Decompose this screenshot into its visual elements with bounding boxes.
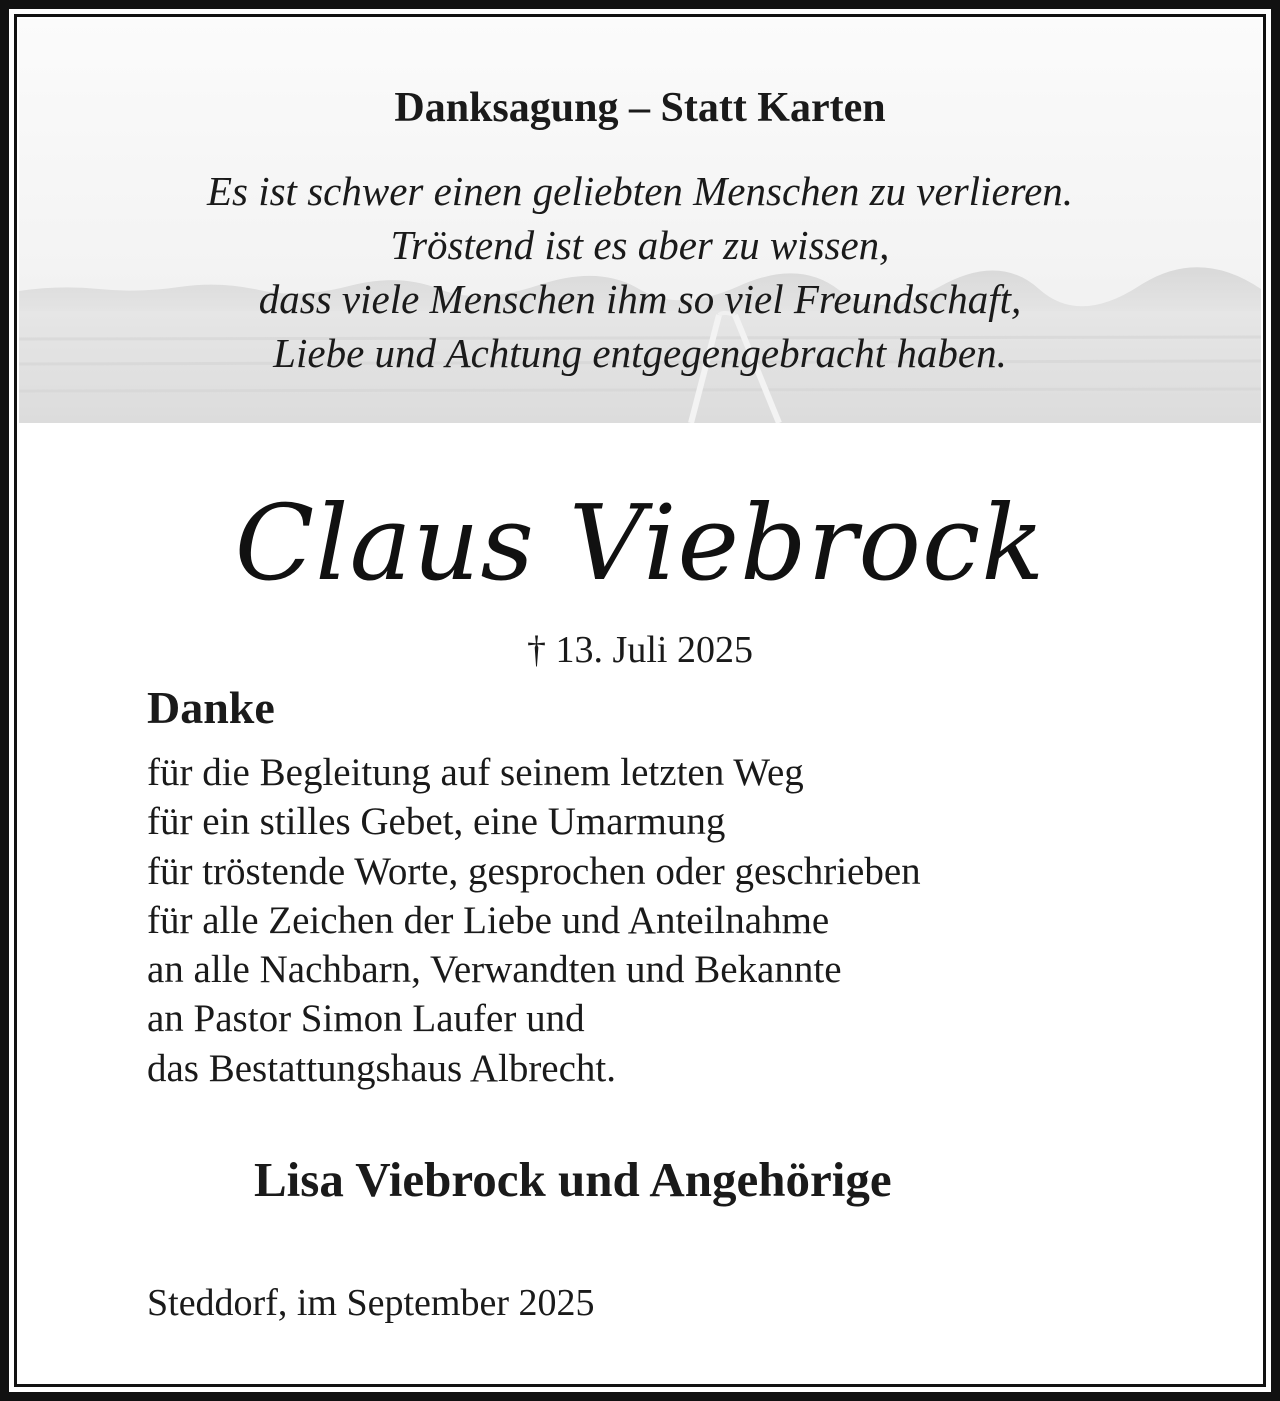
- thanks-line: an Pastor Simon Laufer und: [147, 997, 585, 1041]
- thanks-line: für tröstende Worte, gesprochen oder geschrieben: [147, 849, 921, 893]
- thanks-title: Danke: [147, 682, 275, 733]
- poem-line: Es ist schwer einen geliebten Menschen zu verlieren.: [206, 168, 1074, 214]
- thanks-line: für die Begleitung auf seinem letzten Weg: [147, 751, 804, 794]
- signature: Lisa Viebrock und Angehörige: [254, 1152, 892, 1207]
- thanks-list: [147, 748, 921, 1093]
- thanks-line: an alle Nachbarn, Verwandten und Bekannte: [147, 948, 842, 992]
- notice-heading: Danksagung – Statt Karten: [394, 85, 886, 131]
- poem-line: Tröstend ist es aber zu wissen,: [390, 222, 890, 268]
- thanks-line: für alle Zeichen der Liebe und Anteilnahme: [147, 898, 830, 942]
- thanks-line: das Bestattungshaus Albrecht.: [147, 1046, 617, 1090]
- place-date: Steddorf, im September 2025: [147, 1282, 595, 1324]
- poem: [0, 164, 1280, 380]
- death-date: † 13. Juli 2025: [527, 629, 753, 671]
- poem-line: Liebe und Achtung entgegengebracht haben.: [273, 330, 1007, 376]
- thanks-line: für ein stilles Gebet, eine Umarmung: [147, 800, 726, 844]
- poem-line: dass viele Menschen ihm so viel Freundschaft,: [258, 276, 1022, 322]
- deceased-name: Claus Viebrock: [234, 482, 1046, 604]
